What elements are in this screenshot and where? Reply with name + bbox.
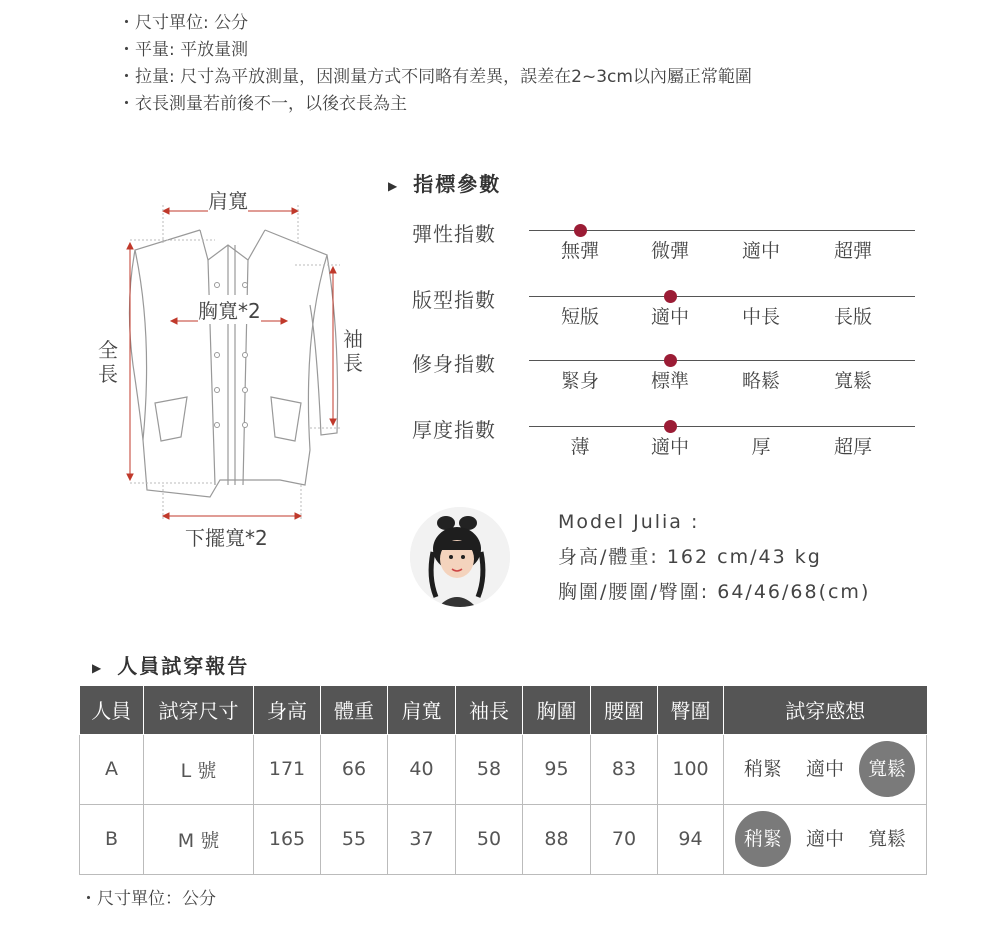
index-option: 薄 — [570, 436, 590, 458]
cell-weight: 66 — [321, 734, 388, 804]
index-label: 版型指數 — [412, 288, 496, 312]
col-header: 肩寬 — [388, 686, 456, 734]
report-title-text: 人員試穿報告 — [117, 654, 250, 678]
model-portrait-icon — [410, 507, 510, 607]
table-header-row — [80, 686, 927, 734]
model-name: Model Julia : — [558, 511, 700, 533]
cell-fit-feedback — [724, 804, 927, 874]
col-header: 腰圍 — [591, 686, 658, 734]
index-label: 彈性指數 — [412, 222, 496, 246]
hem-width-label: 下擺寬*2 — [185, 526, 268, 550]
col-header: 試穿感想 — [724, 686, 927, 734]
cell-hip: 94 — [658, 804, 724, 874]
index-option: 略鬆 — [741, 370, 780, 392]
col-header: 胸圍 — [523, 686, 591, 734]
index-option: 超厚 — [833, 436, 872, 458]
index-row-thickness — [412, 418, 912, 478]
index-option: 適中 — [741, 240, 780, 262]
cell-person: A — [80, 734, 144, 804]
index-scale-line — [529, 296, 915, 297]
cell-sleeve: 58 — [456, 734, 523, 804]
table-row — [80, 804, 927, 874]
fit-option: 稍緊 — [735, 811, 791, 867]
cell-chest: 88 — [523, 804, 591, 874]
cell-fit-feedback — [724, 734, 927, 804]
fit-option: 適中 — [805, 828, 844, 850]
cell-shoulder: 40 — [388, 734, 456, 804]
index-option: 中長 — [741, 306, 780, 328]
indices-title-text: 指標參數 — [413, 172, 502, 196]
cell-waist: 70 — [591, 804, 658, 874]
col-header: 臀圍 — [658, 686, 724, 734]
index-option: 緊身 — [560, 370, 599, 392]
index-row-elasticity — [412, 222, 912, 282]
index-option: 長版 — [833, 306, 872, 328]
size-notes — [118, 10, 752, 118]
note-item: ・ 衣長測量若前後不一，以後衣長為主 — [118, 91, 752, 118]
model-measurements: 胸圍/腰圍/臀圍: 64/46/68(cm) — [558, 581, 871, 603]
index-label: 修身指數 — [412, 352, 496, 376]
col-header: 袖長 — [456, 686, 523, 734]
index-row-fit-length — [412, 288, 912, 348]
cell-chest: 95 — [523, 734, 591, 804]
fit-option: 寬鬆 — [868, 828, 907, 850]
chest-width-label: 胸寬*2 — [198, 295, 261, 324]
model-info — [558, 505, 870, 610]
fit-option: 適中 — [805, 758, 844, 780]
index-scale-line — [529, 360, 915, 361]
triangle-icon: ▶ — [92, 660, 104, 675]
cell-waist: 83 — [591, 734, 658, 804]
total-length-label: 全長 — [98, 338, 118, 386]
index-scale-line — [529, 426, 915, 427]
tryon-report-table — [79, 686, 927, 875]
index-label: 厚度指數 — [412, 418, 496, 442]
note-item: ・ 尺寸單位: 公分 — [118, 10, 752, 37]
note-item: ・ 平量: 平放量測 — [118, 37, 752, 64]
fit-option: 寬鬆 — [859, 741, 915, 797]
cell-hip: 100 — [658, 734, 724, 804]
cell-sleeve: 50 — [456, 804, 523, 874]
table-row — [80, 734, 927, 804]
indices-title — [388, 168, 501, 197]
index-option: 適中 — [650, 306, 689, 328]
index-option: 標準 — [650, 370, 689, 392]
col-header: 試穿尺寸 — [144, 686, 254, 734]
index-option: 無彈 — [560, 240, 599, 262]
cell-height: 171 — [254, 734, 321, 804]
index-option: 寬鬆 — [833, 370, 872, 392]
sleeve-length-label: 袖長 — [343, 327, 363, 375]
cell-height: 165 — [254, 804, 321, 874]
index-option: 短版 — [560, 306, 599, 328]
col-header: 人員 — [80, 686, 144, 734]
cell-size: L 號 — [144, 734, 254, 804]
col-header: 體重 — [321, 686, 388, 734]
index-option: 微彈 — [650, 240, 689, 262]
index-scale-line — [529, 230, 915, 231]
garment-diagram — [95, 185, 380, 550]
index-option: 適中 — [650, 436, 689, 458]
cell-weight: 55 — [321, 804, 388, 874]
model-height-weight: 身高/體重: 162 cm/43 kg — [558, 546, 822, 568]
report-title — [92, 650, 249, 679]
model-avatar — [410, 507, 510, 607]
shoulder-width-label: 肩寬 — [208, 185, 248, 214]
coat-sketch — [95, 185, 380, 545]
index-row-slim — [412, 352, 912, 412]
footnote: ・尺寸單位：公分 — [80, 889, 216, 909]
triangle-icon: ▶ — [388, 178, 400, 193]
cell-person: B — [80, 804, 144, 874]
note-item: ・ 拉量: 尺寸為平放測量，因測量方式不同略有差異，誤差在2~3cm以內屬正常範圍 — [118, 64, 752, 91]
col-header: 身高 — [254, 686, 321, 734]
index-option: 厚 — [751, 436, 771, 458]
index-option: 超彈 — [833, 240, 872, 262]
cell-size: M 號 — [144, 804, 254, 874]
cell-shoulder: 37 — [388, 804, 456, 874]
fit-option: 稍緊 — [743, 758, 782, 780]
